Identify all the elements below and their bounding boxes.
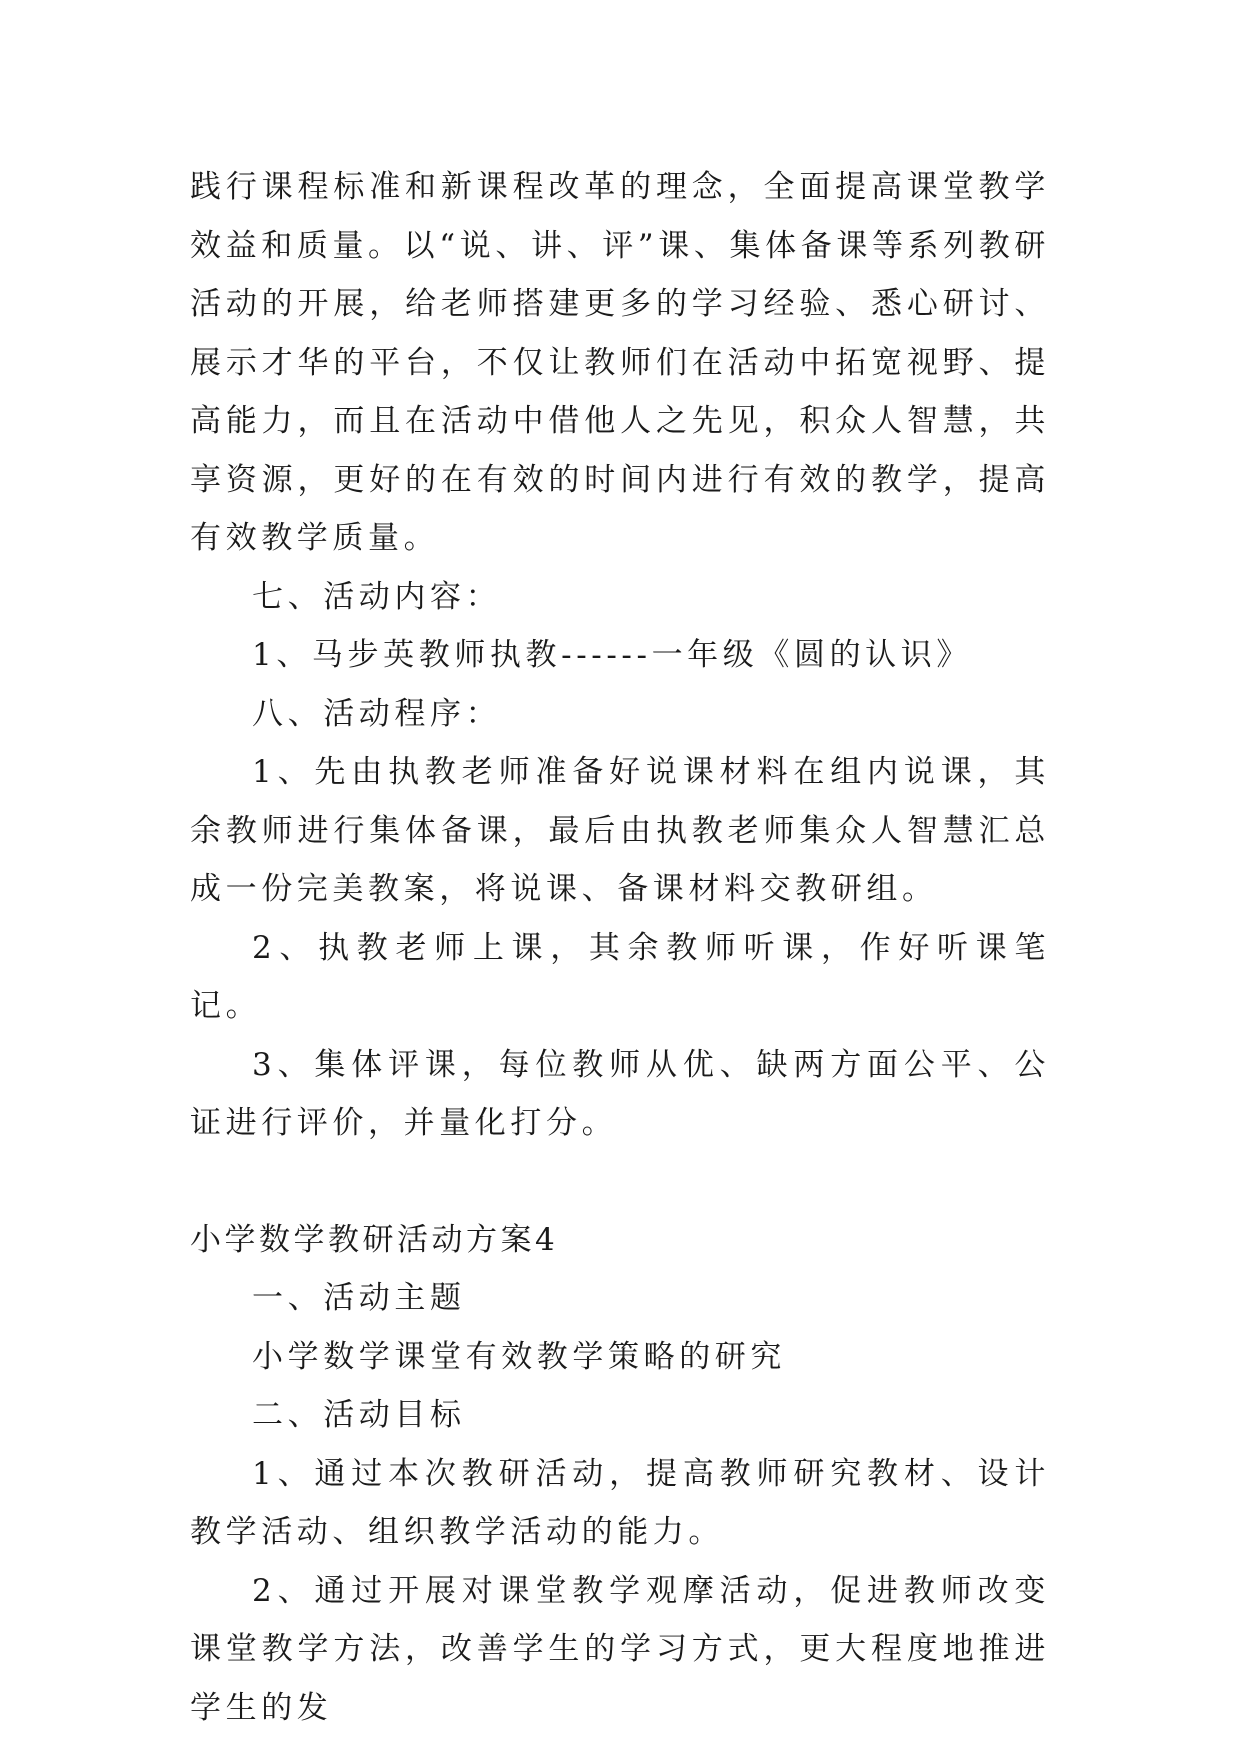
activity-theme-text: 小学数学课堂有效教学策略的研究 <box>252 1338 786 1375</box>
activity-content-item-1: 1、马步英教师执教------一年级《圆的认识》 <box>252 637 972 673</box>
procedure-item-2: 2、执教老师上课，其余教师听课，作好听课笔记。 <box>190 929 1050 1024</box>
goal-item-1: 1、通过本次教研活动，提高教师研究教材、设计教学活动、组织教学活动的能力。 <box>190 1455 1050 1550</box>
paragraph-continuation: 践行课程标准和新课程改革的理念，全面提高课堂教学效益和质量。以“说、讲、评”课、集体备课等系列教研活动的开展，给老师搭建更多的学习经验、悉心研讨、展示才华的平台，不仅让教师们在活动中拓宽视野、提高能力，而且在活动中借他人之先见，积众人智慧，共享资源，更好的在有效的时间内进行有效的教学，提高有效教学质量。 <box>190 169 1050 556</box>
plan-title: 小学数学教研活动方案4 <box>190 1221 559 1258</box>
procedure-item-3: 3、集体评课，每位教师从优、缺两方面公平、公证进行评价，并量化打分。 <box>190 1046 1050 1141</box>
section-heading-activity-goals: 二、活动目标 <box>252 1397 466 1433</box>
section-heading-activity-content: 七、活动内容： <box>252 578 502 615</box>
section-heading-activity-theme: 一、活动主题 <box>252 1280 466 1316</box>
procedure-item-1: 1、先由执教老师准备好说课材料在组内说课，其余教师进行集体备课，最后由执教老师集众人智慧汇总成一份完美教案，将说课、备课材料交教研组。 <box>190 754 1050 907</box>
section-heading-activity-procedure: 八、活动程序： <box>252 695 502 732</box>
document-body <box>190 158 1050 1737</box>
goal-item-2: 2、通过开展对课堂教学观摩活动，促进教师改变课堂教学方法，改善学生的学习方式，更大程度地推进学生的发 <box>190 1572 1050 1726</box>
